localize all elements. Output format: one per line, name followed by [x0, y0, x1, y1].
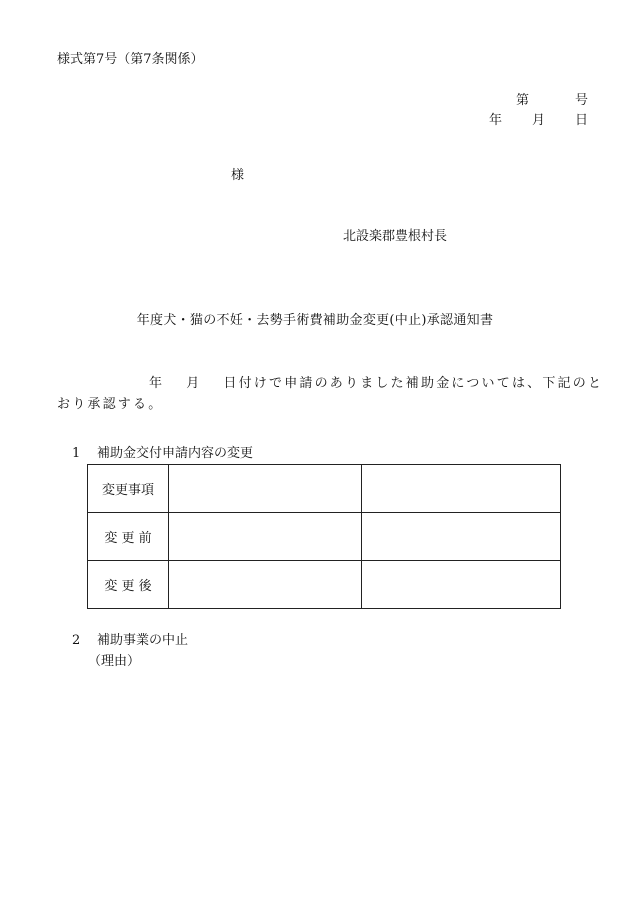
date-day: 日 — [574, 113, 588, 128]
section-2-number: 2 — [72, 633, 81, 648]
row-label-after: 変 更 後 — [88, 561, 169, 609]
body-year: 年 — [149, 376, 165, 391]
change-item-cell-a — [169, 465, 362, 513]
date-year: 年 — [488, 113, 502, 128]
form-number: 様式第7号（第7条関係） — [57, 52, 204, 67]
body-text-line-1 — [57, 376, 604, 392]
body-month: 月 — [186, 376, 202, 391]
after-cell-a — [169, 561, 362, 609]
section-1-title: 補助金交付申請内容の変更 — [97, 446, 254, 461]
document-title: 年度犬・猫の不妊・去勢手術費補助金変更(中止)承認通知書 — [136, 313, 494, 328]
table-row — [88, 561, 561, 609]
body-line1-rest: 日付けで申請のありました補助金については、下記のと — [223, 376, 604, 391]
change-details-table — [87, 464, 561, 609]
section-2-heading — [72, 633, 188, 649]
section-2-title: 補助事業の中止 — [97, 633, 189, 648]
document-number-suffix: 号 — [574, 93, 588, 108]
document-date — [489, 113, 588, 129]
issuer-name: 北設楽郡豊根村長 — [343, 229, 448, 244]
before-cell-a — [169, 513, 362, 561]
table-row — [88, 513, 561, 561]
body-text-line-2: おり承認する。 — [57, 397, 164, 412]
after-cell-b — [362, 561, 561, 609]
before-cell-b — [362, 513, 561, 561]
date-month: 月 — [531, 113, 545, 128]
row-label-before: 変 更 前 — [88, 513, 169, 561]
section-1-number: 1 — [72, 446, 81, 461]
reason-label: （理由） — [88, 654, 141, 669]
document-number — [516, 93, 588, 109]
section-1-heading — [72, 446, 253, 462]
table-row — [88, 465, 561, 513]
row-label-change-item: 変更事項 — [88, 465, 169, 513]
document-number-prefix: 第 — [515, 93, 529, 108]
addressee-honorific: 様 — [231, 168, 245, 183]
change-item-cell-b — [362, 465, 561, 513]
